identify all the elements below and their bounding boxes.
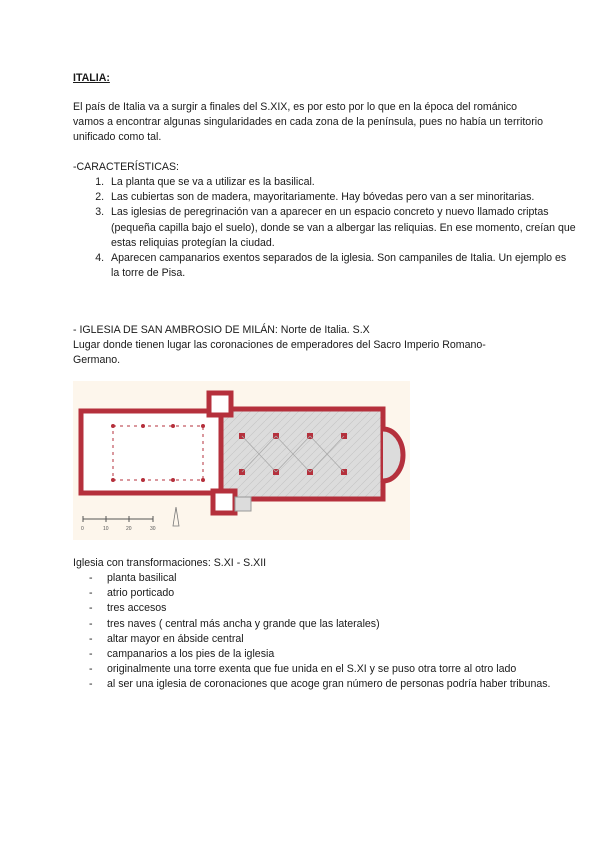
san-ambrosio-description: Lugar donde tienen lugar las coronaciones de emperadores del Sacro Imperio Romano-Germano. bbox=[73, 339, 486, 367]
south-tower bbox=[213, 491, 235, 513]
list-item: - altar mayor en ábside central bbox=[107, 632, 577, 647]
north-tower bbox=[209, 393, 231, 415]
scale-bar bbox=[83, 516, 153, 522]
floor-plan-drawing bbox=[73, 381, 410, 540]
list-item: 3. Las iglesias de peregrinación van a aparecer en un espacio concreto y nuevo llamado criptas (pequeña capilla bajo el suelo), donde se van a albergar las reliquias. En ese momento, creían que estas reliquias protegían la ciudad. bbox=[107, 205, 577, 251]
list-item: - originalmente una torre exenta que fue unida en el S.XI y se puso otra torre al otro lado bbox=[107, 662, 577, 677]
list-item: - tres naves ( central más ancha y grande que las laterales) bbox=[107, 617, 577, 632]
list-item: - planta basilical bbox=[107, 571, 577, 586]
caracteristicas-list bbox=[73, 175, 577, 281]
list-item: 2. Las cubiertas son de madera, mayoritariamente. Hay bóvedas pero van a ser minoritarias. bbox=[107, 190, 577, 205]
section-title-italia: ITALIA: bbox=[73, 72, 110, 84]
transformations-heading: Iglesia con transformaciones: S.XI - S.XII bbox=[73, 557, 267, 569]
scale-label: 0 bbox=[81, 526, 84, 532]
list-item: - atrio porticado bbox=[107, 586, 577, 601]
atrium-courtyard bbox=[113, 426, 203, 480]
list-item: - campanarios a los pies de la iglesia bbox=[107, 647, 577, 662]
north-arrow-icon bbox=[173, 507, 179, 526]
scale-label: 30 bbox=[150, 526, 156, 532]
list-item: 4. Aparecen campanarios exentos separados de la iglesia. Son campaniles de Italia. Un ejemplo es la torre de Pisa. bbox=[107, 251, 577, 281]
scale-label: 20 bbox=[126, 526, 132, 532]
features-list bbox=[73, 571, 577, 693]
san-ambrosio-heading: - IGLESIA DE SAN AMBROSIO DE MILÁN: Norte de Italia. S.X bbox=[73, 324, 370, 336]
intro-paragraph: El país de Italia va a surgir a finales del S.XIX, es por esto por lo que en la época del románico vamos a encontrar algunas singularidades en cada zona de la península, pues no había un territorio unificado como tal. bbox=[73, 101, 543, 144]
annex bbox=[235, 497, 251, 511]
central-apse bbox=[383, 429, 403, 481]
scale-labels bbox=[81, 526, 156, 532]
list-item: - tres accesos bbox=[107, 601, 577, 616]
caracteristicas-heading: -CARACTERÍSTICAS: bbox=[73, 161, 179, 173]
list-item: 1. La planta que se va a utilizar es la basilical. bbox=[107, 175, 577, 190]
scale-label: 10 bbox=[103, 526, 109, 532]
floor-plan-image bbox=[73, 381, 410, 540]
church-naves bbox=[221, 409, 383, 499]
list-item: - al ser una iglesia de coronaciones que acoge gran número de personas podría haber tribunas. bbox=[107, 677, 577, 692]
